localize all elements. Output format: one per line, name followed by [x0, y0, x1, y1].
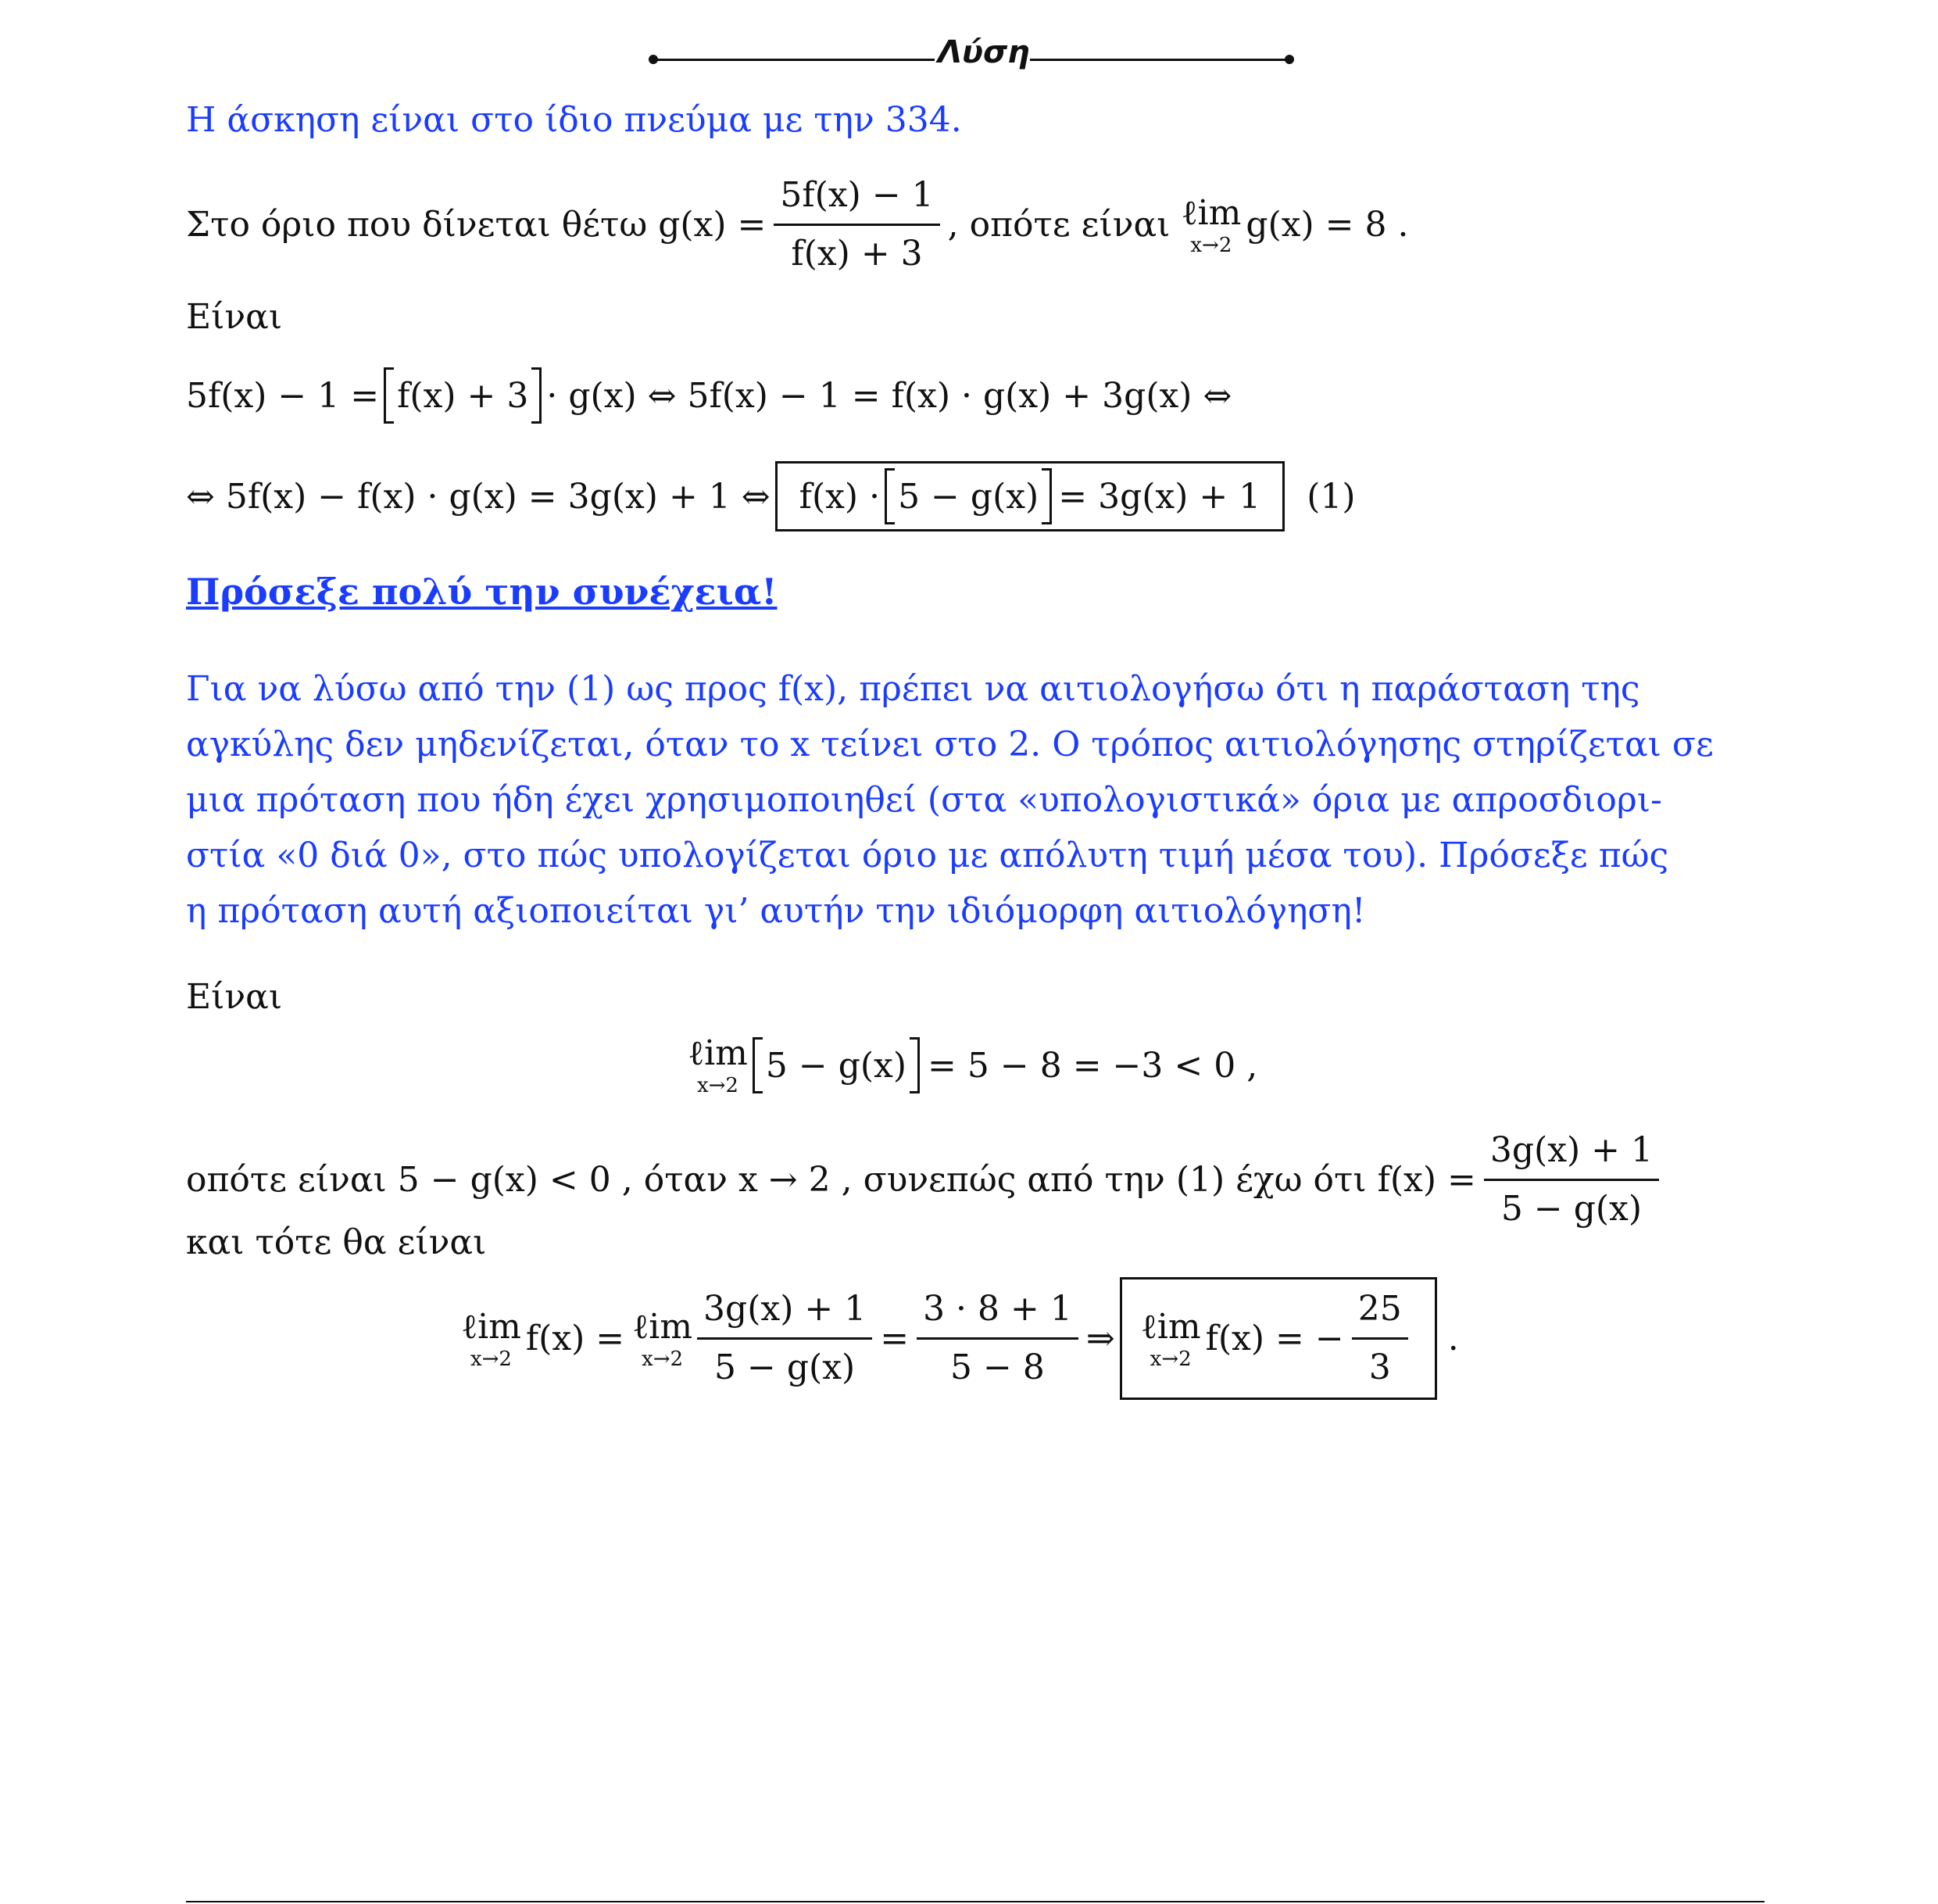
- step1-fraction: [774, 170, 939, 279]
- eq2-boxed-result: [775, 461, 1285, 531]
- eq4-end: .: [1447, 1319, 1459, 1358]
- eq1-bracket-inner: f(x) + 3: [397, 375, 529, 416]
- explanation-line: στία «0 διά 0», στο πώς υπολογίζεται όριο με απόλυτη τιμή μέσα του). Πρόσεξε πώς: [186, 836, 1669, 875]
- step1-frac-num: 5f(x) − 1: [780, 175, 934, 215]
- bracket-right: [1042, 468, 1052, 524]
- lim-subscript: x→2: [1190, 233, 1232, 257]
- step2-line: [186, 1126, 1667, 1234]
- step1-lim-expr: g(x) = 8 .: [1246, 205, 1409, 245]
- bracket-right: [531, 367, 542, 424]
- lim-operator: ℓim: [632, 1306, 693, 1347]
- eq2-left: ⇔ 5f(x) − f(x) · g(x) = 3g(x) + 1 ⇔: [186, 476, 771, 517]
- eq2-box-pre: f(x) ·: [799, 476, 881, 517]
- explanation-line: η πρόταση αυτή αξιοποιείται γι’ αυτήν την ιδιόμορφη αιτιολόγηση!: [186, 891, 1366, 931]
- equation-4: [461, 1277, 1459, 1400]
- equation-3: [688, 1033, 1257, 1097]
- header-rule-right: [1030, 59, 1288, 61]
- step1-text-after: , οπότε είναι: [947, 205, 1171, 245]
- intro-text: Η άσκηση είναι στο ίδιο πνεύμα με την 334.: [186, 100, 962, 140]
- eq4-implies: ⇒: [1085, 1319, 1115, 1358]
- step2-text: οπότε είναι 5 − g(x) < 0 , όταν x → 2 , συνεπώς από την (1) έχω ότι f(x) =: [186, 1160, 1476, 1200]
- eq3-right: = 5 − 8 = −3 < 0 ,: [928, 1045, 1258, 1086]
- step2-frac-den: 5 − g(x): [1500, 1189, 1643, 1229]
- explanation-line: αγκύλης δεν μηδενίζεται, όταν το x τείνει στο 2. Ο τρόπος αιτιολόγησης στηρίζεται σε: [186, 725, 1714, 764]
- eq4-fraction-3: [1352, 1284, 1408, 1393]
- eq1-left: 5f(x) − 1 =: [186, 375, 380, 416]
- eq4-frac3-den: 3: [1368, 1347, 1391, 1387]
- lim-operator: ℓim: [461, 1306, 521, 1347]
- bracket-left: [753, 1037, 763, 1093]
- step2-frac-num: 3g(x) + 1: [1489, 1130, 1654, 1170]
- equation-2: [186, 461, 1356, 531]
- step1-frac-den: f(x) + 3: [791, 234, 923, 274]
- bracket-right: [910, 1037, 920, 1093]
- lim-operator: ℓim: [1140, 1306, 1201, 1347]
- eina-label-1: Είναι: [186, 297, 283, 337]
- eq4-equals: =: [880, 1319, 910, 1358]
- eq1-right: · g(x) ⇔ 5f(x) − 1 = f(x) · g(x) + 3g(x) ⇔: [546, 375, 1232, 416]
- equation-1: [186, 367, 1232, 424]
- section-title: Λύση: [938, 34, 1030, 70]
- kai-tote-text: και τότε θα είναι: [186, 1222, 487, 1262]
- eq4-frac1-num: 3g(x) + 1: [703, 1289, 867, 1329]
- step1-line: [186, 170, 1408, 279]
- explanation-line: μια πρόταση που ήδη έχει χρησιμοποιηθεί (στα «υπολογιστικά» όρια με απροσδιορι-: [186, 780, 1662, 820]
- eq2-box-bracket: 5 − g(x): [898, 476, 1039, 517]
- bracket-left: [384, 367, 394, 424]
- eq3-limit: [688, 1033, 748, 1097]
- eq4-frac2-den: 5 − 8: [950, 1347, 1045, 1387]
- lim-operator: ℓim: [1181, 192, 1242, 233]
- lim-subscript: x→2: [642, 1347, 684, 1371]
- eq3-bracket-inner: 5 − g(x): [765, 1045, 907, 1086]
- step2-fraction: [1484, 1126, 1659, 1234]
- eq4-fraction-1: [697, 1284, 872, 1393]
- lim-subscript: x→2: [470, 1347, 512, 1371]
- eq4-fx: f(x) =: [525, 1319, 625, 1358]
- eq4-frac3-num: 25: [1357, 1289, 1402, 1329]
- attention-heading: Πρόσεξε πολύ την συνέχεια!: [186, 571, 778, 613]
- eq4-frac1-den: 5 − g(x): [714, 1347, 856, 1387]
- step1-text-before: Στο όριο που δίνεται θέτω g(x) =: [186, 205, 767, 245]
- lim-subscript: x→2: [1150, 1347, 1192, 1371]
- eq4-limit-1: [461, 1307, 521, 1371]
- footer-rule: [186, 1901, 1765, 1902]
- header-rule-left: [653, 59, 935, 61]
- explanation-paragraph: [186, 661, 1757, 939]
- lim-subscript: x→2: [696, 1074, 738, 1097]
- section-header: [649, 34, 1297, 81]
- eq4-limit-2: [632, 1307, 692, 1371]
- eq4-limit-3: [1141, 1307, 1201, 1371]
- eq4-frac2-num: 3 · 8 + 1: [923, 1289, 1072, 1329]
- lim-operator: ℓim: [688, 1033, 748, 1073]
- eq4-fraction-2: [917, 1284, 1078, 1393]
- eina-label-2: Είναι: [186, 977, 283, 1017]
- step1-limit: [1181, 193, 1241, 257]
- explanation-line: Για να λύσω από την (1) ως προς f(x), πρέπει να αιτιολογήσω ότι η παράσταση της: [186, 669, 1640, 709]
- eq2-tag: (1): [1307, 476, 1356, 517]
- header-dot-right: [1285, 55, 1294, 64]
- eq2-box-post: = 3g(x) + 1: [1058, 476, 1261, 517]
- bracket-left: [885, 468, 895, 524]
- eq4-result-lhs: f(x) = −: [1205, 1319, 1344, 1358]
- eq4-boxed-result: [1120, 1277, 1437, 1400]
